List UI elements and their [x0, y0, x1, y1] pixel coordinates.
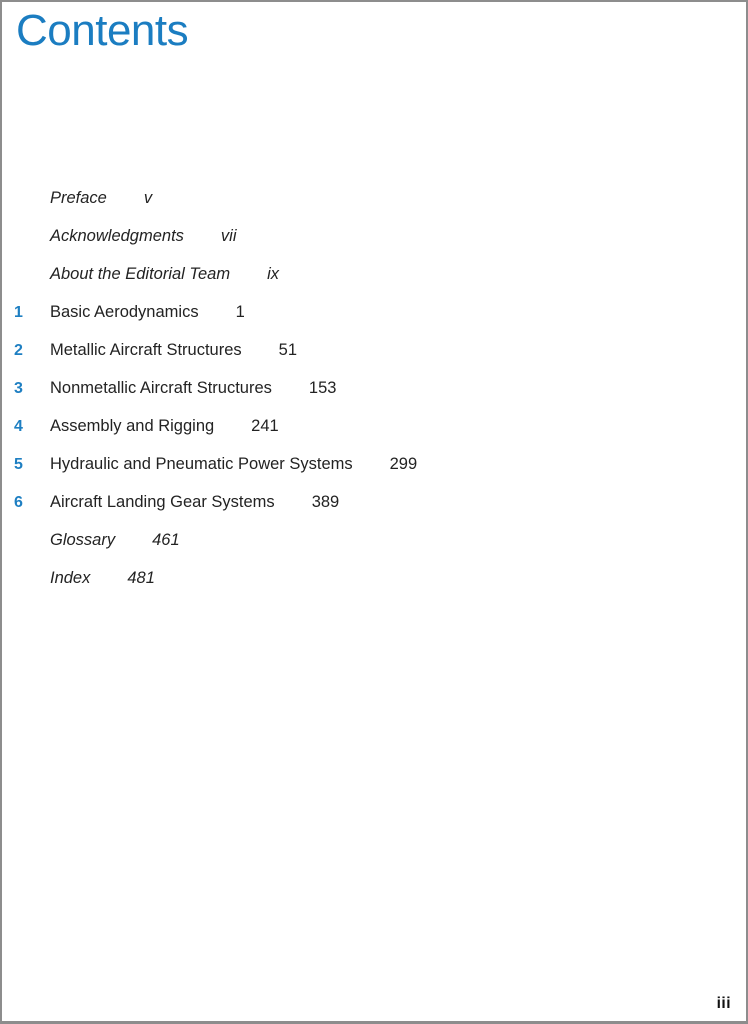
chapter-number: 1 [14, 304, 23, 321]
toc-entry-page: 461 [152, 531, 180, 549]
toc-entry-title: Index [50, 569, 91, 587]
toc-entry-title: Basic Aerodynamics [50, 303, 199, 321]
toc-entry [14, 293, 726, 331]
toc-entry-page: 153 [308, 379, 337, 397]
toc-entry [14, 255, 726, 293]
toc-entry-page: 481 [127, 569, 155, 587]
chapter-number: 2 [14, 342, 23, 359]
toc-entry [14, 407, 726, 445]
toc-entry-title: Hydraulic and Pneumatic Power Systems [50, 455, 353, 473]
toc-entry-title: Assembly and Rigging [50, 417, 215, 435]
toc-entry-title: Aircraft Landing Gear Systems [50, 493, 275, 511]
toc-entry-title: Acknowledgments [50, 227, 184, 245]
chapter-number: 4 [14, 418, 23, 435]
toc-entry-page: ix [267, 265, 280, 283]
toc-entry-page: 389 [311, 493, 340, 511]
toc-entry [14, 217, 726, 255]
chapter-number: 6 [14, 494, 23, 511]
toc-entry-page: 241 [251, 417, 279, 435]
toc-entry [14, 521, 726, 559]
chapter-number: 5 [14, 456, 23, 473]
toc-entry-page: v [143, 189, 153, 207]
toc-entry [14, 369, 726, 407]
toc-entry-title: About the Editorial Team [50, 265, 231, 283]
page-title: Contents [16, 6, 189, 55]
toc-entry-page: vii [220, 227, 237, 245]
toc-entry [14, 179, 726, 217]
folio-page-number: iii [716, 995, 731, 1012]
toc-entry [14, 445, 726, 483]
toc-entry-title: Preface [50, 189, 107, 207]
toc-entry [14, 559, 726, 597]
toc-entry-page: 51 [278, 341, 297, 359]
toc-entry [14, 331, 726, 369]
toc-entry-title: Metallic Aircraft Structures [50, 341, 242, 359]
toc-entry-page: 299 [389, 455, 418, 473]
toc-entry-page: 1 [235, 303, 245, 321]
toc-list [14, 179, 726, 597]
toc-entry [14, 483, 726, 521]
toc-entry-title: Glossary [50, 531, 116, 549]
toc-entry-title: Nonmetallic Aircraft Structures [50, 379, 272, 397]
chapter-number: 3 [14, 380, 23, 397]
